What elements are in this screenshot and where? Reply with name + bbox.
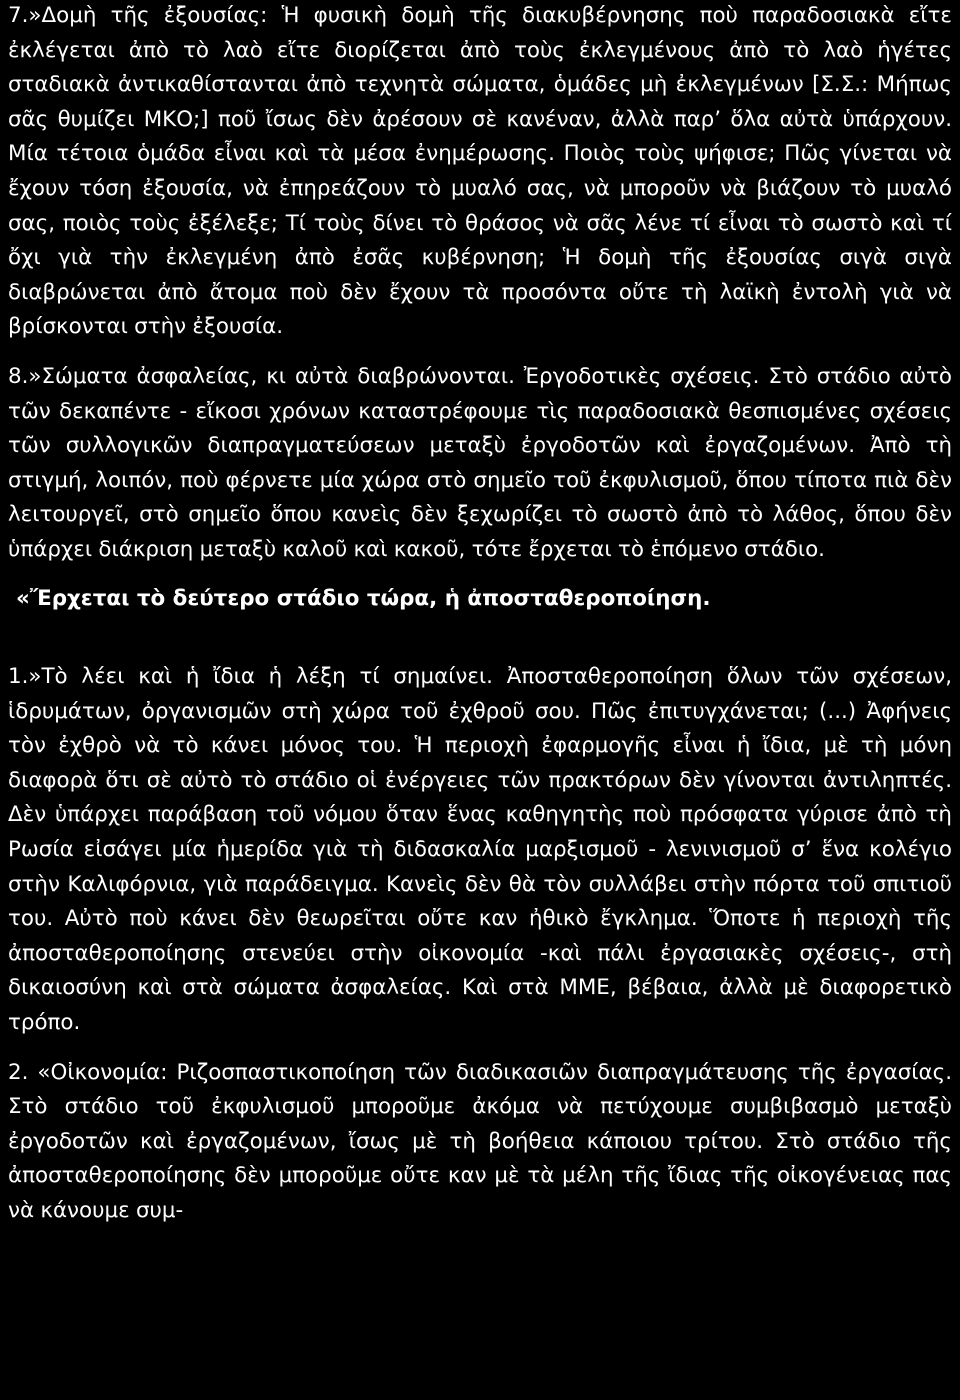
paragraph-1-destabilization: 1.»Τὸ λέει καὶ ἡ ἴδια ἡ λέξη τί σημαίνει. Ἀποσταθεροποίηση ὅλων τῶν σχέσεων, ἱδρυμάτων, ὀργανισμῶν στὴ χώρα τοῦ ἐχθροῦ σου. Πῶς ἐπιτυγχάνεται; (...) Ἀφήνεις τὸν ἐχθρὸ νὰ τὸ κάνει μόνος του. Ἡ περιοχὴ ἐφαρμογῆς εἶναι ἡ ἴδια, μὲ τὴ μόνη διαφορὰ ὅτι σὲ αὐτὸ τὸ στάδιο οἱ ἐνέργειες τῶν πρακτόρων δὲν γίνονται ἀντιληπτές. Δὲν ὑπάρχει παράβαση τοῦ νόμου ὅταν ἕνας καθηγητὴς ποὺ πρόσφατα γύρισε ἀπὸ τὴ Ρωσία εἰσάγει μία ἡμερίδα γιὰ τὴ διδασκαλία μαρξισμοῦ - λενινισμοῦ σ’ ἕνα κολέγιο στὴν Καλιφόρνια, γιὰ παράδειγμα. Κανεὶς δὲν θὰ τὸν συλλάβει στὴν πόρτα τοῦ σπιτιοῦ του. Αὐτὸ ποὺ κάνει δὲν θεωρεῖται οὔτε καν ἠθικὸ ἔγκλημα. Ὅποτε ἡ περιοχὴ τῆς ἀποσταθεροποίησης στενεύει στὴν οἰκονομία -καὶ πάλι ἐργασιακὲς σχέσεις-, στὴ δικαιοσύνη καὶ στὰ σώματα ἀσφαλείας. Καὶ στὰ ΜΜΕ, βέβαια, ἀλλὰ μὲ διαφορετικὸ τρόπο. bbox=[8, 664, 952, 1036]
paragraph-8-security-forces: 8.»Σώματα ἀσφαλείας, κι αὐτὰ διαβρώνονται. Ἐργοδοτικὲς σχέσεις. Στὸ στάδιο αὐτὸ τῶν δεκαπέντε - εἴκοσι χρόνων καταστρέφουμε τὶς παραδοσιακὰ θεσπισμένες σχέσεις τῶν συλλογικῶν διαπραγματεύσεων μεταξὺ ἐργοδοτῶν καὶ ἐργαζομένων. Ἀπὸ τὴ στιγμή, λοιπόν, ποὺ φέρνετε μία χώρα στὸ σημεῖο τοῦ ἐκφυλισμοῦ, ὅπου τίποτα πιὰ δὲν λειτουργεῖ, στὸ σημεῖο ὅπου κανεὶς δὲν ξεχωρίζει τὸ σωστὸ ἀπὸ τὸ λάθος, ὅπου δὲν ὑπάρχει διάκριση μεταξὺ καλοῦ καὶ κακοῦ, τότε ἔρχεται τὸ ἑπόμενο στάδιο. bbox=[8, 363, 952, 562]
document-page bbox=[8, 0, 952, 1400]
paragraph-2-economy: 2. «Οἰκονομία: Ριζοσπαστικοποίηση τῶν διαδικασιῶν διαπραγμάτευσης τῆς ἐργασίας. Στὸ στάδιο τοῦ ἐκφυλισμοῦ μποροῦμε ἀκόμα νὰ πετύχουμε συμβιβασμὸ μεταξὺ ἐργοδοτῶν καὶ ἐργαζομένων, ἴσως μὲ τὴ βοήθεια κάποιου τρίτου. Στὸ στάδιο τῆς ἀποσταθεροποίησης δὲν μποροῦμε οὔτε καν μὲ τὰ μέλη τῆς ἴδιας τῆς οἰκογένειας πας νὰ κάνουμε συμ- bbox=[8, 1059, 952, 1223]
section-heading-destabilization: «Ἔρχεται τὸ δεύτερο στάδιο τώρα, ἡ ἀποσταθεροποίηση. bbox=[16, 585, 711, 611]
paragraph-7-power-structure: 7.»Δομὴ τῆς ἐξουσίας: Ἡ φυσικὴ δομὴ τῆς διακυβέρνησης ποὺ παραδοσιακὰ εἴτε ἐκλέγεται ἀπὸ τὸ λαὸ εἴτε διορίζεται ἀπὸ τοὺς ἐκλεγμένους ἀπὸ τὸ λαὸ ἡγέτες σταδιακὰ ἀντικαθίστανται ἀπὸ τεχνητὰ σώματα, ὁμάδες μὴ ἐκλεγμένων [Σ.Σ.: Μήπως σᾶς θυμίζει ΜΚΟ;] ποῦ ἴσως δὲν ἀρέσουν σὲ κανέναν, ἀλλὰ παρ’ ὅλα αὐτὰ ὑπάρχουν. Μία τέτοια ὁμάδα εἶναι καὶ τὰ μέσα ἐνημέρωσης. Ποιὸς τοὺς ψήφισε; Πῶς γίνεται νὰ ἔχουν τόση ἐξουσία, νὰ ἐπηρεάζουν τὸ μυαλό σας, νὰ μποροῦν νὰ βιάζουν τὸ μυαλό σας, ποιὸς τοὺς ἐξέλεξε; Τί τοὺς δίνει τὸ θράσος νὰ σᾶς λένε τί εἶναι τὸ σωστὸ καὶ τί ὄχι γιὰ τὴν ἐκλεγμένη ἀπὸ ἐσᾶς κυβέρνηση; Ἡ δομὴ τῆς ἐξουσίας σιγὰ σιγὰ διαβρώνεται ἀπὸ ἄτομα ποὺ δὲν ἔχουν τὰ προσόντα οὔτε τὴ λαϊκὴ ἐντολὴ γιὰ νὰ βρίσκονται στὴν ἐξουσία. bbox=[8, 3, 952, 340]
